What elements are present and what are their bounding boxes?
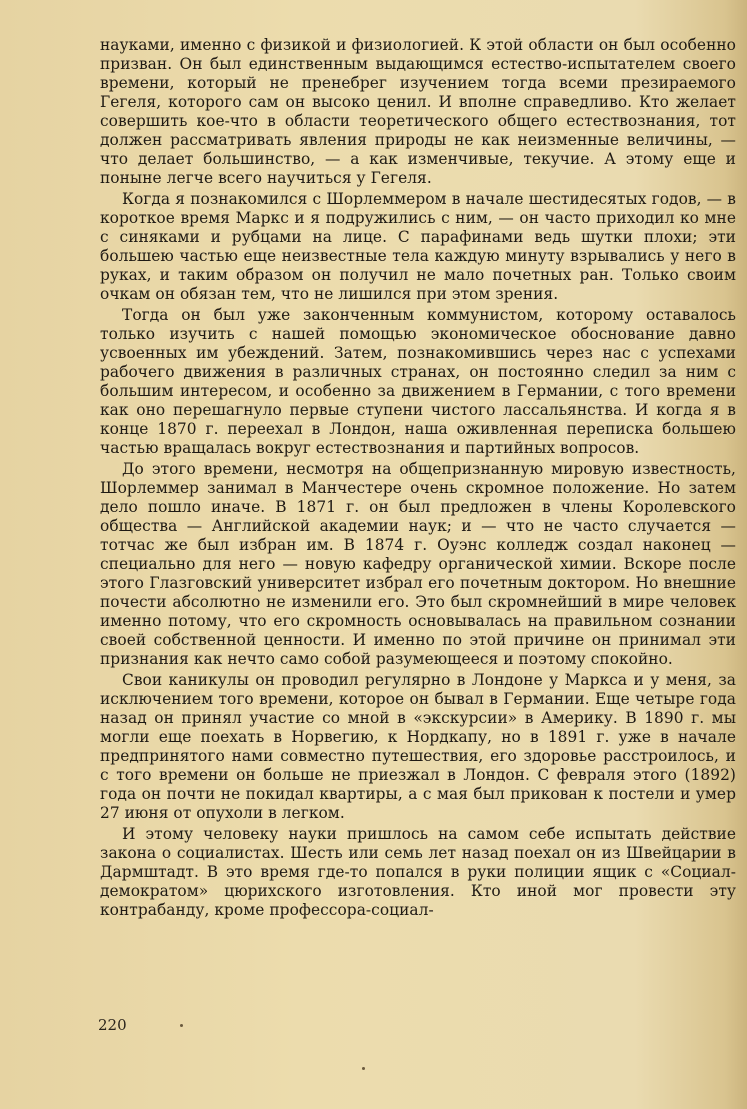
paragraph-4: До этого времени, несмотря на общепризнанную мировую известность, Шорлеммер занимал в Манчестере очень скромное положение. Но затем дело пошло иначе. В 1871 г. он был предложен в члены Королевского общества — Английской академии наук; и — что не часто случается — тотчас же был избран им. В 1874 г. Оуэнс колледж создал наконец — специально для него — новую кафедру органической химии. Вскоре после этого Глазговский университет избрал его почетным доктором. Но внешние почести абсолютно не изменили его. Это был скромнейший в мире человек именно потому, что его скромность основывалась на правильном сознании своей собственной ценности. И именно по этой причине он принимал эти признания как нечто само собой разумеющееся и поэтому спокойно.: [100, 460, 736, 668]
paragraph-3: Тогда он был уже законченным коммунистом, которому оставалось только изучить с нашей помощью экономическое обоснование давно усвоенных им убеждений. Затем, познакомившись через нас с успехами рабочего движения в различных странах, он постоянно следил за ним с большим интересом, и особенно за движением в Германии, с того времени как оно перешагнуло первые ступени чистого лассальянства. И когда я в конце 1870 г. переехал в Лондон, наша оживленная переписка большею частью вращалась вокруг естествознания и партийных вопросов.: [100, 306, 736, 457]
paper-speck: [180, 1024, 183, 1027]
paragraph-2: Когда я познакомился с Шорлеммером в начале шестидесятых годов, — в короткое время Маркс и я подружились с ним, — он часто приходил ко мне с синяками и рубцами на лице. С парафинами ведь шутки плохи; эти большею частью еще неизвестные тела каждую минуту взрывались у него в руках, и таким образом он получил не мало почетных ран. Только своим очкам он обязан тем, что не лишился при этом зрения.: [100, 190, 736, 303]
paper-speck: [362, 1067, 365, 1070]
page-body-text: [100, 36, 736, 920]
page-number: 220: [98, 1016, 127, 1034]
paragraph-6: И этому человеку науки пришлось на самом себе испытать действие закона о социалистах. Шесть или семь лет назад поехал он из Швейцарии в Дармштадт. В это время где-то попался в руки полиции ящик с «Социал-демократом» цюрихского изготовления. Кто иной мог провести эту контрабанду, кроме профессора-социал-: [100, 825, 736, 919]
paragraph-1: науками, именно с физикой и физиологией. К этой области он был особенно призван. Он был единственным выдающимся естество-испытателем своего времени, который не пренебрег изучением тогда всеми презираемого Гегеля, которого сам он высоко ценил. И вполне справедливо. Кто желает совершить кое-что в области теоретического общего естествознания, тот должен рассматривать явления природы не как неизменные величины, — что делает большинство, — а как изменчивые, текучие. А этому еще и поныне легче всего научиться у Гегеля.: [100, 36, 736, 187]
paragraph-5: Свои каникулы он проводил регулярно в Лондоне у Маркса и у меня, за исключением того времени, которое он бывал в Германии. Еще четыре года назад он принял участие со мной в «экскурсии» в Америку. В 1890 г. мы могли еще поехать в Норвегию, к Нордкапу, но в 1891 г. уже в начале предпринятого нами совместно путешествия, его здоровье расстроилось, и с того времени он больше не приезжал в Лондон. С февраля этого (1892) года он почти не покидал квартиры, а с мая был прикован к постели и умер 27 июня от опухоли в легком.: [100, 671, 736, 822]
